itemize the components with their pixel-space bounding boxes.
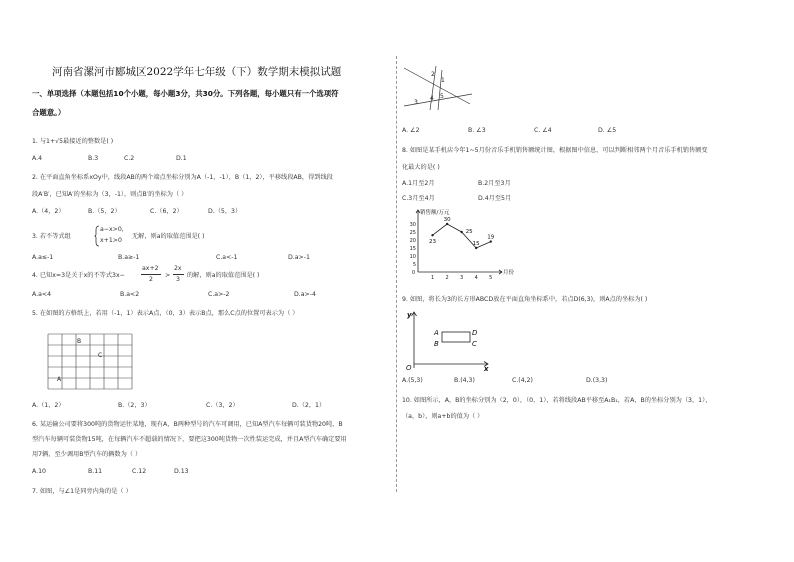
q8-y-tick-label: 30 xyxy=(409,222,416,228)
q8-option-c: C.3月至4月 xyxy=(402,195,435,202)
q2-option-a: A.（4，2） xyxy=(32,208,65,215)
q2-option-c: C.（6，2） xyxy=(150,208,183,215)
q9-label-a: A xyxy=(434,329,439,337)
q8-data-label: 25 xyxy=(465,229,473,235)
q2-option-d: D.（5，3） xyxy=(208,208,242,215)
q7-lines-figure xyxy=(402,64,474,112)
q3-system-line2: x+1>0 xyxy=(100,237,122,244)
q8-data-label: 30 xyxy=(443,217,451,223)
q1-option-b: B.3 xyxy=(88,155,99,162)
q9-rectangle-figure xyxy=(402,308,494,372)
q1-option-c: C.2 xyxy=(124,155,135,162)
q8-data-point xyxy=(431,234,433,236)
q6-line2: 型汽车每辆可装货物15吨，在每辆汽车不超载的情况下，要把这300吨货物一次性装运完成，并且A型汽车确定要用 xyxy=(32,436,347,443)
q4-fraction2-bar xyxy=(173,274,184,275)
q2-line1: 2. 在平面直角坐标系xOy中，线段AB的两个端点坐标分别为A（-1，-1），B（1，2），平移线段AB，得到线段 xyxy=(32,174,333,181)
section-heading-line2: 合题意。） xyxy=(32,108,66,117)
q9-label-b: B xyxy=(434,340,439,348)
q8-y-tick-label: 25 xyxy=(409,230,416,236)
q9-axis-y-label: y xyxy=(407,311,412,319)
q6-option-b: B.11 xyxy=(88,468,103,475)
q8-x-tick-label: 2 xyxy=(445,275,449,281)
q4-greater-than: > xyxy=(165,272,171,279)
q5-option-c: C.（3，2） xyxy=(206,402,239,409)
q5-grid-figure xyxy=(46,330,134,394)
q8-data-point xyxy=(490,240,492,242)
q6-line3: 用7辆，至少调用B型汽车的辆数为（ ） xyxy=(32,451,142,458)
q7-label-4: 4 xyxy=(430,95,434,102)
q8-line2: 化最大的是( ) xyxy=(402,164,440,171)
q9-label-d: D xyxy=(472,329,478,337)
q8-option-b: B.2月至3月 xyxy=(478,180,511,187)
q3-stem-tail: 无解，则a的取值范围是( ) xyxy=(132,233,205,240)
q8-sales-line-chart xyxy=(404,206,514,286)
q7-label-3: 3 xyxy=(414,99,418,106)
section-heading-line1: 一、单项选择（本题包括10个小题，每小题3分，共30分。下列各题，每小题只有一个选项符 xyxy=(32,89,339,98)
q8-data-point xyxy=(460,231,462,233)
q5-option-b: B.（2，3） xyxy=(118,402,151,409)
q8-y-tick-label: 20 xyxy=(409,238,416,244)
q8-data-label: 15 xyxy=(472,241,480,247)
q4-option-b: B.a<2 xyxy=(120,291,140,298)
column-divider xyxy=(396,56,397,492)
q6-option-d: D.13 xyxy=(174,468,189,475)
q3-option-b: B.a≥-1 xyxy=(118,254,140,261)
q8-x-tick-label: 1 xyxy=(430,275,435,281)
q9-option-a: A.(5,3) xyxy=(402,377,423,384)
q8-y-axis-title: 销售额/万元 xyxy=(420,210,450,216)
q3-option-a: A.a≤-1 xyxy=(32,254,54,261)
q8-x-tick-label: 5 xyxy=(489,275,493,281)
q2-option-b: B.（5，2） xyxy=(88,208,121,215)
q10-line2: （a，b），则a+b的值为（ ） xyxy=(402,413,484,420)
q3-stem: 3. 若不等式组 xyxy=(32,233,71,240)
q5-option-d: D.（2，1） xyxy=(292,402,326,409)
q5-label-b: B xyxy=(77,338,82,345)
q4-fraction2-numerator: 2x xyxy=(174,265,182,272)
q4-fraction1-bar xyxy=(141,274,161,275)
q10-line1: 10. 如图所示，A，B的坐标分别为（2，0），（0，1），若将线段AB平移至A₁B₁，若A，B的坐标分别为（3，1）， xyxy=(402,397,712,404)
q5-option-a: A.（1，2） xyxy=(32,402,65,409)
page-title: 河南省漯河市郾城区2022学年七年级（下）数学期末模拟试题 xyxy=(52,66,342,78)
q6-option-c: C.12 xyxy=(132,468,147,475)
q3-system-line1: a−x>0, xyxy=(100,226,124,233)
q8-x-tick-label: 3 xyxy=(460,275,464,281)
q4-option-a: A.a<4 xyxy=(32,291,52,298)
q7-label-1: 1 xyxy=(441,77,445,84)
q8-y-tick-label: 5 xyxy=(412,262,416,268)
q8-data-point xyxy=(446,223,448,225)
q8-data-point xyxy=(475,247,477,249)
q9-option-d: D.(3,3) xyxy=(586,377,608,384)
q7-option-c: C. ∠4 xyxy=(534,127,552,134)
q8-y-tick-label: 15 xyxy=(409,246,416,252)
q7-option-d: D. ∠5 xyxy=(598,127,617,134)
q9-origin-label: O xyxy=(406,364,412,372)
q1-option-a: A.4 xyxy=(32,155,43,162)
q2-line2: 段A′B′，已知A′的坐标为（3，-1），则点B′的坐标为（ ） xyxy=(32,191,188,198)
q4-stem-tail: 的解，则a的取值范围是( ) xyxy=(187,272,260,279)
q7-option-a: A. ∠2 xyxy=(402,127,420,134)
q1-option-d: D.1 xyxy=(176,155,187,162)
q7-stem: 7. 如图，与∠1是同旁内角的是（ ） xyxy=(32,488,132,495)
q4-option-d: D.a>-4 xyxy=(294,291,316,298)
q4-fraction1-denominator: 2 xyxy=(149,276,153,283)
q6-option-a: A.10 xyxy=(32,468,46,475)
q8-origin-tick-label: 0 xyxy=(411,270,415,276)
q9-label-c: C xyxy=(472,340,477,348)
q9-stem: 9. 如图，将长为3的长方形ABCD放在平面直角坐标系中，若点D(6,3)，则A点的坐标为( ) xyxy=(402,296,648,303)
q8-data-label: 19 xyxy=(487,234,495,241)
q9-axis-x-label: x xyxy=(484,365,489,372)
q8-option-d: D.4月至5月 xyxy=(478,195,512,202)
q7-option-b: B. ∠3 xyxy=(468,127,486,134)
q3-option-c: C.a<-1 xyxy=(216,254,238,261)
q3-option-d: D.a>-1 xyxy=(288,254,310,261)
q4-stem: 4. 已知x=3是关于x的不等式3x− xyxy=(32,272,125,279)
q5-label-a: A xyxy=(57,376,62,383)
q8-data-label: 23 xyxy=(429,239,437,246)
q7-label-5: 5 xyxy=(440,93,444,100)
q8-x-tick-label: 4 xyxy=(474,275,478,281)
q8-y-tick-label: 10 xyxy=(409,254,416,260)
q9-option-b: B.(4,3) xyxy=(454,377,475,384)
q4-fraction1-numerator: ax+2 xyxy=(142,265,159,272)
q1-stem: 1. 与1+√5最接近的整数是( ) xyxy=(32,138,114,145)
q5-stem: 5. 在如图的方格纸上，若用（-1，1）表示A点，（0，3）表示B点，那么C点的位置可表示为（ ） xyxy=(32,310,299,317)
q8-x-axis-title: 月份 xyxy=(503,270,514,276)
q6-line1: 6. 某运输公司要将300吨的货物运往某地，现有A，B两种型号的汽车可调用，已知A型汽车每辆可装货物20吨，B xyxy=(32,421,343,428)
q9-option-c: C.(4,2) xyxy=(512,377,533,384)
q8-option-a: A.1月至2月 xyxy=(402,180,435,187)
q4-fraction2-denominator: 3 xyxy=(176,276,180,283)
q5-label-c: C xyxy=(98,352,103,359)
q7-label-2: 2 xyxy=(431,71,435,78)
q8-series-line xyxy=(433,224,491,248)
q8-line1: 8. 如图是某手机店今年1~5月份音乐手机销售额统计图，根据图中信息，可以判断相邻两个月音乐手机销售额变 xyxy=(402,147,708,154)
q4-option-c: C.a>-2 xyxy=(208,291,230,298)
